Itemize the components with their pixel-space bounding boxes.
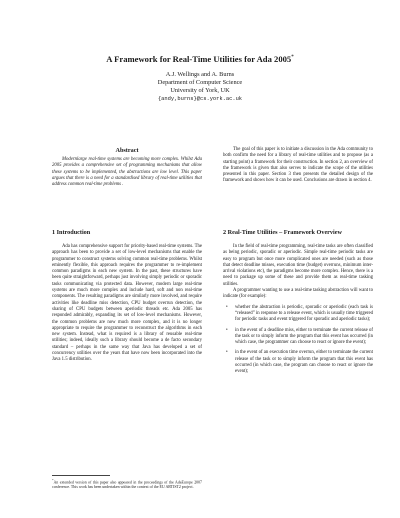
requirements-list [223, 305, 373, 376]
abstract-heading: Abstract [115, 147, 139, 154]
bullet-icon: • [226, 350, 228, 356]
section-2-paragraph-1: In the field of real-time programming, real-time tasks are often classified as being periodic, sporadic or aperiodic. Simple real-time periodic tasks are easy to program but once more complicated ones are needed (such as those that detect deadline misses, execution time (budget) overruns, minimum inter-arrival violations etc), the paradigms become more complex. Hence, there is a need to package up some of these and provide them as real-time tasking utilities. [223, 244, 373, 287]
list-item [223, 305, 373, 324]
author-university: University of York, UK [170, 87, 230, 95]
author-block [0, 71, 400, 103]
section-2-body [223, 244, 373, 376]
bullet-icon: • [226, 304, 228, 310]
introduction-paragraph: Ada has comprehensive support for priority-based real-time systems. The approach has been to provide a set of low-level mechanisms that enable the programmer to construct systems solving common real-time problems. Whilst eminently flexible, this approach requires the programmer to re-implement common paradigms in each new system. In the past, these structures have been quite straightforward, perhaps just involving simply periodic or sporadic tasks communicating via protected data. However, modern large real-time systems are much more complex and include hard, soft and non real-time components. The resulting paradigms are similarly more involved, and require activities like deadline miss detection, CPU budget overrun detection, the sharing of CPU budgets between aperiodic threads etc. Ada 2005 has responded admirably, expanding its set of low-level mechanisms. However, the common problems are now much more complex, and it is no longer appropriate to require the programmer to reconstruct the algorithms in each new system. Instead, what is required is a library of reusable real-time utilities; indeed, ideally such a library should become a de facto secondary standard – perhaps in the same way that Java has developed a set of concurrency utilities over the years that have now been incorporated into the Java 1.5 distribution. [52, 244, 202, 363]
author-names: A.J. Wellings and A. Burns [165, 71, 235, 78]
list-item-text: in the event of an execution time overrun, either to terminate the current release of the task or to simply inform the program that this event has occurred (in which case, the program can choose to react or ignore the event); [235, 350, 373, 375]
section-1-body [52, 244, 202, 364]
title-footnote-mark: * [291, 55, 294, 61]
list-item-text: whether the abstraction is periodic, sporadic or aperiodic (each task is “released” in response to a release event, which is usually time triggered for periodic tasks and event triggered for sporadic and aperiodic tasks); [235, 304, 373, 323]
footnote-rule [52, 475, 110, 476]
section-2-paragraph-2: A programmer wanting to use a real-time tasking abstraction will want to indicate (for example): [223, 288, 373, 300]
abstract-paragraph: Modernlarge real-time systems are becoming more complex. Whilst Ada 2005 provides a comprehensive set of programming mechanisms that allow these systems to be implemented, the abstractions are low level. This paper argues that there is a need for a standardised library of real-time utilities that address common real-time problems . [52, 157, 202, 188]
list-item [223, 328, 373, 347]
author-department: Department of Computer Science [157, 79, 243, 87]
right-column-intro [223, 147, 373, 185]
goal-paragraph: The goal of this paper is to initiate a discussion in the Ada community to both confirm the need for a library of real-time utilities and to propose (as a starting point) a framework for their construction. In section 2, an overview of the framework is given that also serves to indicate the scope of the utilities presented in this paper. Section 3 then presents the detailed design of the framework and shows how it can be used. Conclusions are drawn in section 4. [223, 147, 373, 184]
paper-title [0, 54, 400, 64]
list-item [223, 350, 373, 375]
footnote-text: An extended version of this paper also appeared in the proceedings of the AdaEurope 2007 conference. This work has been undertaken within the context of the EU ARTIST2 project. [52, 480, 202, 490]
section-2-heading: 2 Real-Time Utilities – Framework Overview [223, 229, 342, 236]
author-email: {andy,burns}@cs.york.ac.uk [157, 96, 243, 103]
bullet-icon: • [226, 327, 228, 333]
footnote [52, 478, 202, 490]
footnote-mark: * [52, 478, 54, 482]
list-item-text: in the event of a deadline miss, either to terminate the current release of the task or to simply inform the program that this event has occurred (in which case, the programmer can choose to react or ignore the event); [235, 327, 373, 346]
section-1-heading: 1 Introduction [52, 229, 91, 236]
abstract-text [52, 157, 202, 188]
title-text: A Framework for Real-Time Utilities for Ada 2005 [106, 54, 292, 64]
